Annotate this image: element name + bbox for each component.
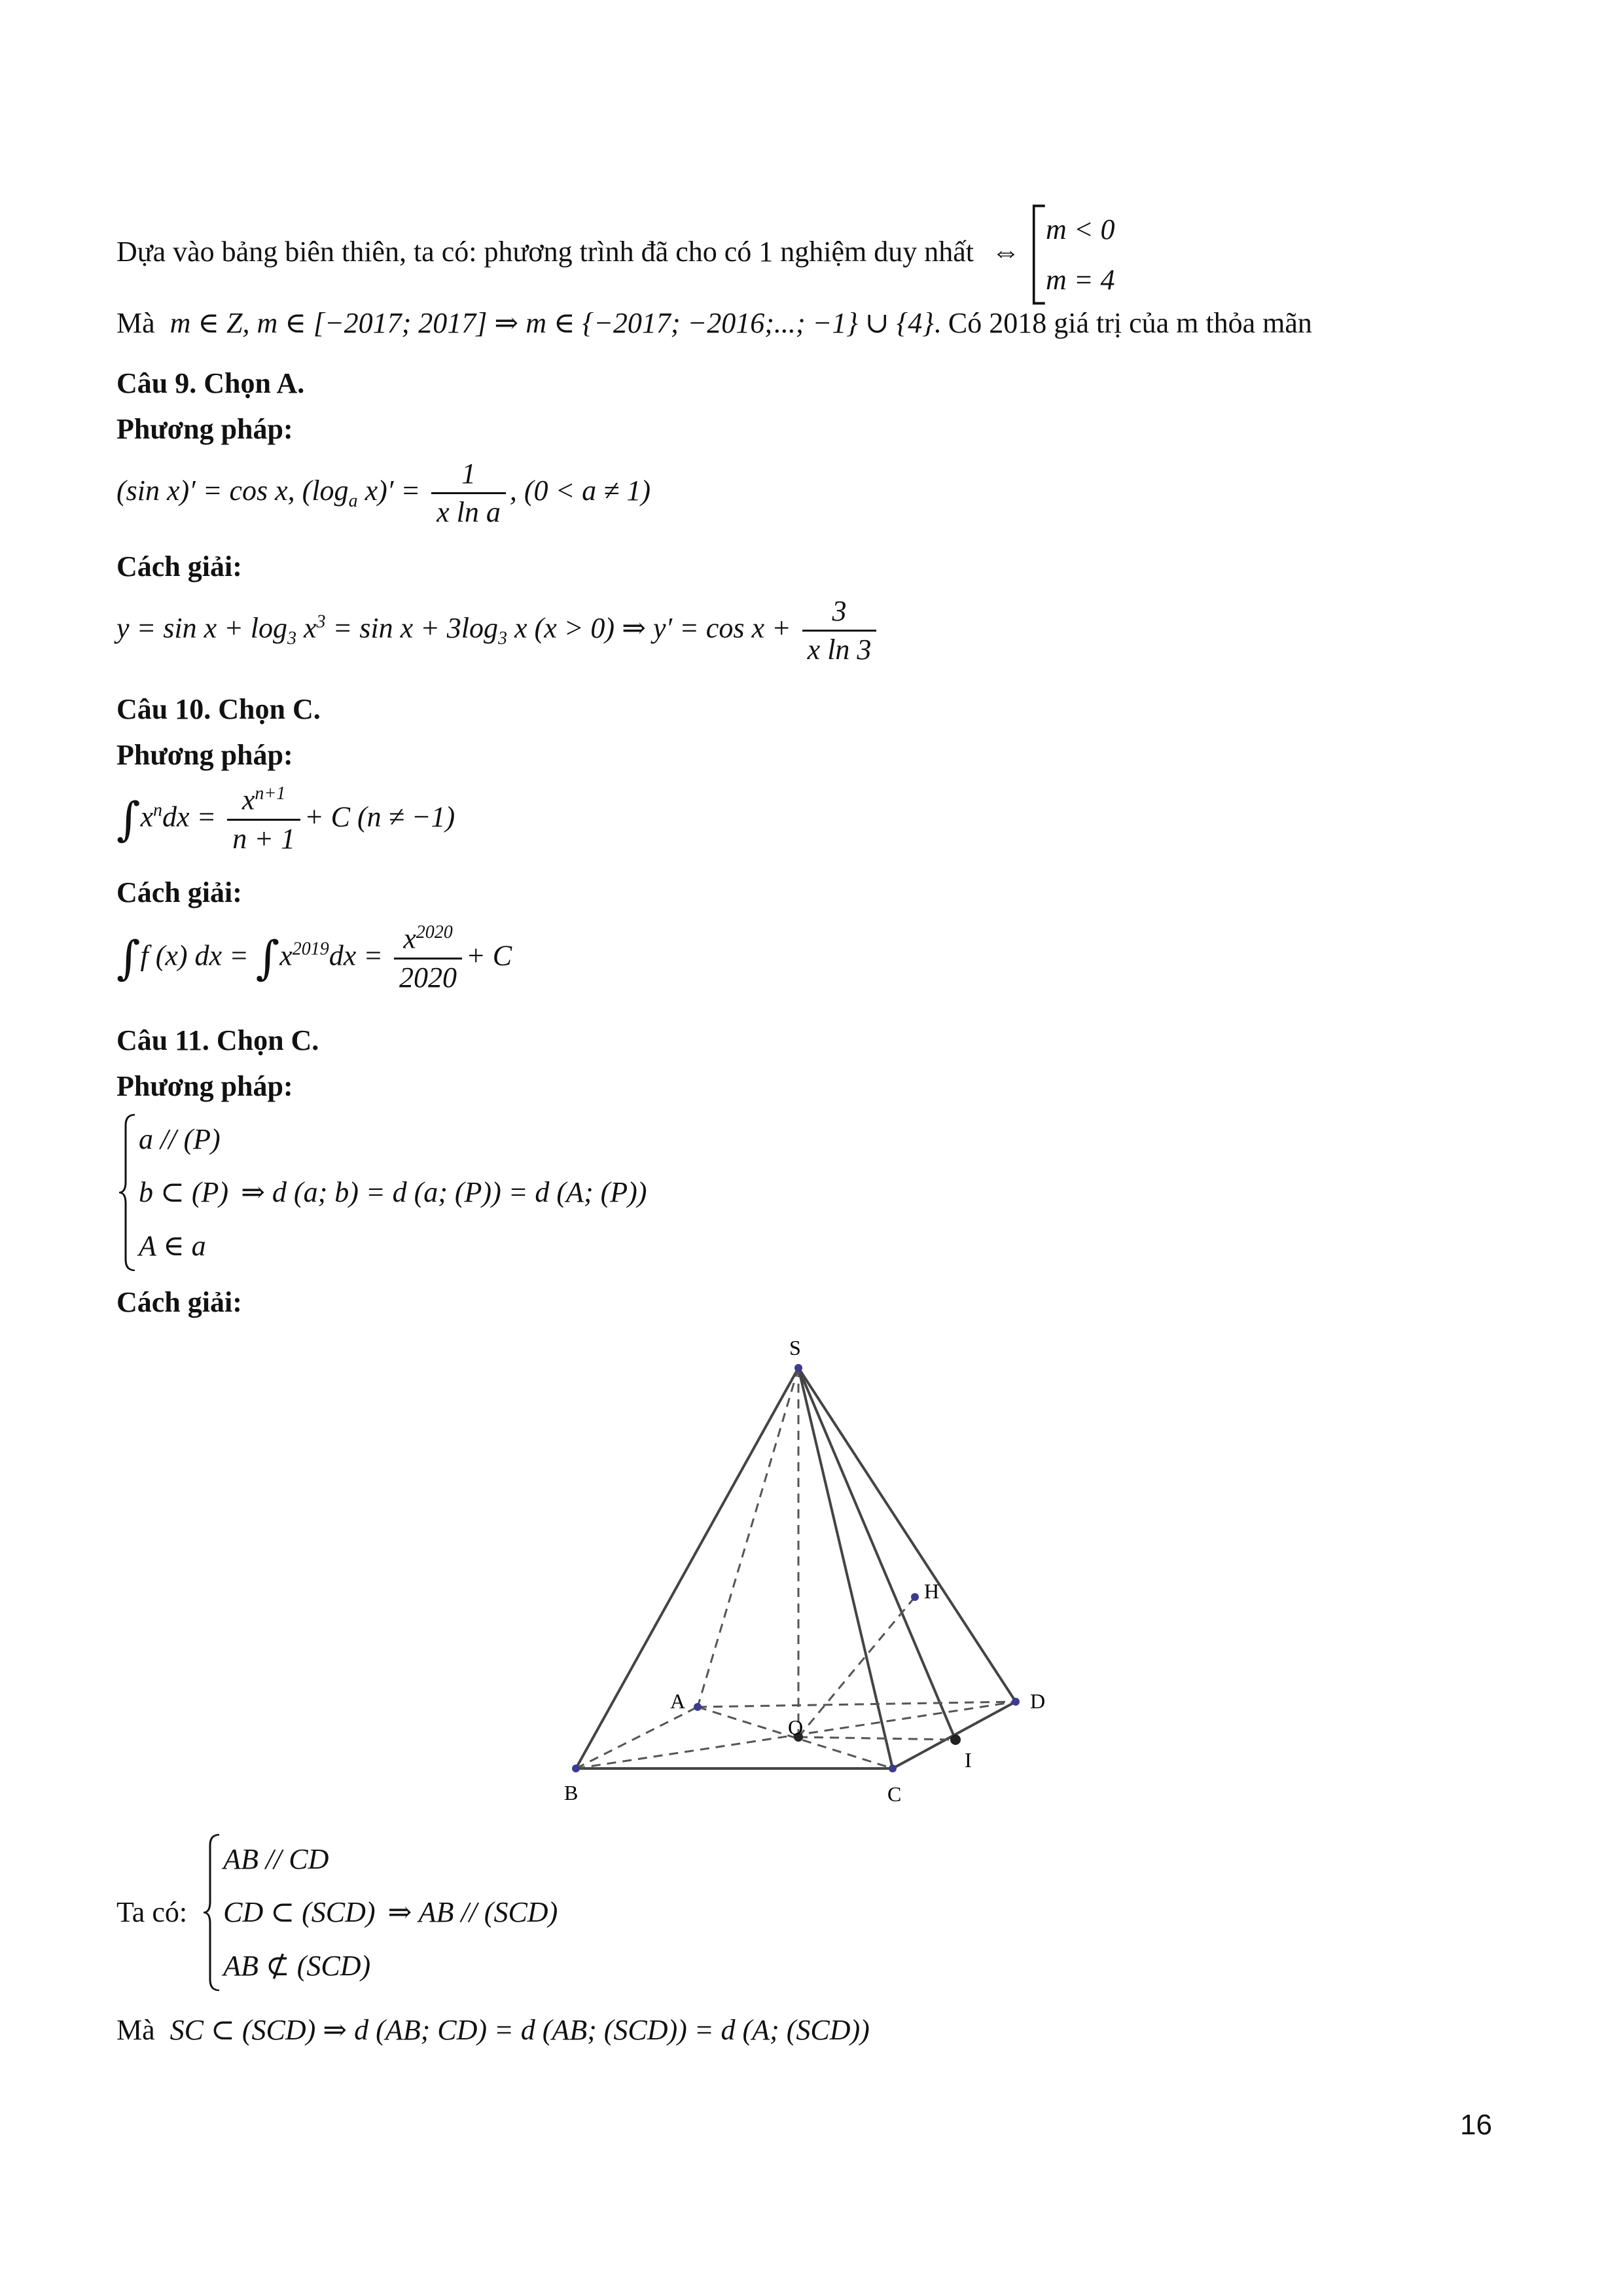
q10-solution-fraction [394,923,462,994]
q10-method-fraction [227,784,300,855]
page-number: 16 [1460,2109,1492,2141]
q10-solution-label: Cách giải: [116,876,242,908]
q10-heading: Câu 10. Chọn C. [116,693,321,725]
q9-solution-label: Cách giải: [116,550,242,583]
q9-sol-sub2: 3 [498,628,508,649]
tacó-result: ⇒ AB // (SCD) [387,1895,558,1928]
q10-sol-mid: dx = [329,939,383,972]
edge-SA [698,1368,798,1707]
q9-method-left: (sin x)′ = cos x, (log [116,474,349,507]
q11-heading: Câu 11. Chọn C. [116,1024,319,1056]
q9-method-formula [116,458,651,529]
q11-method-row2: b ⊂ (P) [139,1176,229,1209]
q10-method-frac-num-sup: n+1 [255,783,286,804]
edge-SB [576,1368,798,1768]
q11-method-system [116,1113,647,1272]
q10-method-formula [116,784,455,855]
conclusion-paragraph [116,204,1115,305]
q10-method-right: + C (n ≠ −1) [304,800,455,833]
point-B [572,1765,580,1772]
q10-method-frac-den: n + 1 [232,823,295,855]
q9-sol-mid3: x (x > 0) ⇒ y′ = cos x + [507,611,791,644]
left-brace-icon [116,1113,139,1272]
q11-method-brace [116,1113,228,1272]
q10-method-frac-num-base: x [241,783,255,816]
q9-method-mid: x)′ = [357,474,421,507]
tacó-row2: CD ⊂ (SCD) [223,1896,376,1929]
count-math: m ∈ Z, m ∈ [−2017; 2017] ⇒ m ∈ {−2017; −2016;...; −1} ∪ {4} [169,307,934,339]
q10-sol-frac-num-base: x [403,922,416,955]
case-m-four: m = 4 [1046,264,1115,296]
pyramid-figure [550,1335,1099,1833]
q10-method-label: Phương pháp: [116,739,293,771]
integral-icon: ∫ [255,931,280,985]
label-C: C [887,1782,902,1806]
edge-SI [798,1368,955,1740]
point-S [794,1364,802,1372]
q9-method-fraction [431,458,506,529]
label-D: D [1030,1689,1046,1713]
cases-bracket [1027,204,1115,305]
q10-sol-left: f (x) dx = [140,939,249,972]
tacó-row1: AB // CD [223,1843,329,1875]
q9-sol-left: y = sin x + log [116,611,288,644]
q9-sol-mid2: = sin x + 3log [325,611,499,644]
q9-solution-formula [116,596,880,666]
final-prefix: Mà [116,2014,155,2046]
edge-AD [698,1702,1016,1707]
q10-sol-sup: 2019 [292,939,329,960]
count-paragraph [116,308,1312,339]
q10-sol-frac-den: 2020 [399,961,457,994]
q10-sol-right: + C [466,939,512,972]
label-O: O [788,1715,804,1739]
label-I: I [965,1748,972,1772]
q11-final [116,2015,870,2046]
label-A: A [670,1689,686,1713]
integral-icon: ∫ [116,792,141,846]
final-math: SC ⊂ (SCD) ⇒ d (AB; CD) = d (AB; (SCD)) = d (A; (SCD)) [169,2014,870,2046]
point-D [1012,1698,1020,1706]
q11-method-result: ⇒ d (a; b) = d (a; (P)) = d (A; (P)) [241,1175,647,1208]
count-prefix: Mà [116,307,155,339]
conclusion-text: Dựa vào bảng biên thiên, ta có: phương trình đã cho có 1 nghiệm duy nhất [116,236,974,268]
q9-sol-frac-den: x ln 3 [807,634,872,666]
case-m-negative: m < 0 [1046,213,1115,245]
hidden-edges [576,1368,1016,1768]
q11-method-row3: A ∈ a [139,1229,206,1262]
q9-method-right: , (0 < a ≠ 1) [509,474,651,507]
q11-method-label: Phương pháp: [116,1070,293,1102]
q9-method-label: Phương pháp: [116,413,293,445]
q10-solution-formula [116,923,512,994]
integral-icon: ∫ [116,931,141,985]
q11-tacó [116,1833,558,1992]
q9-sol-sub1: 3 [287,628,297,649]
q9-sol-sup: 3 [316,611,326,632]
bracket-icon [1027,204,1050,305]
edge-SD [798,1368,1016,1702]
count-suffix: . Có 2018 giá trị của m thỏa mãn [933,307,1312,339]
edge-SC [798,1368,893,1768]
left-brace-icon [201,1833,223,1992]
q9-method-frac-den: x ln a [437,496,501,529]
q11-method-row1: a // (P) [139,1123,221,1155]
q9-heading: Câu 9. Chọn A. [116,367,305,399]
tacó-row3: AB ⊄ (SCD) [223,1949,371,1982]
label-B: B [564,1781,579,1804]
iff-symbol: ⇔ [991,236,1020,268]
q9-sol-frac-num: 3 [802,596,877,632]
q9-method-sub: a [348,490,358,511]
q10-sol-frac-num [394,923,462,960]
q9-sol-mid1: x [296,611,317,644]
q10-method-frac-num [227,784,300,821]
q10-method-mid: dx = [162,800,217,833]
q10-sol-frac-num-sup: 2020 [416,922,453,942]
point-C [889,1765,897,1772]
q10-method-x: x [140,800,154,833]
point-H [911,1593,919,1601]
tacó-brace [201,1833,375,1992]
q10-method-sup: n [153,800,163,821]
point-I [950,1734,961,1745]
q10-sol-x: x [279,939,293,972]
seg-OI [798,1737,955,1740]
q9-method-frac-num: 1 [431,458,506,494]
label-S: S [789,1336,801,1359]
tacó-label: Ta có: [116,1895,188,1928]
q11-solution-label: Cách giải: [116,1286,242,1318]
q9-solution-fraction [802,596,877,666]
label-H: H [924,1579,940,1603]
point-A [694,1703,702,1711]
